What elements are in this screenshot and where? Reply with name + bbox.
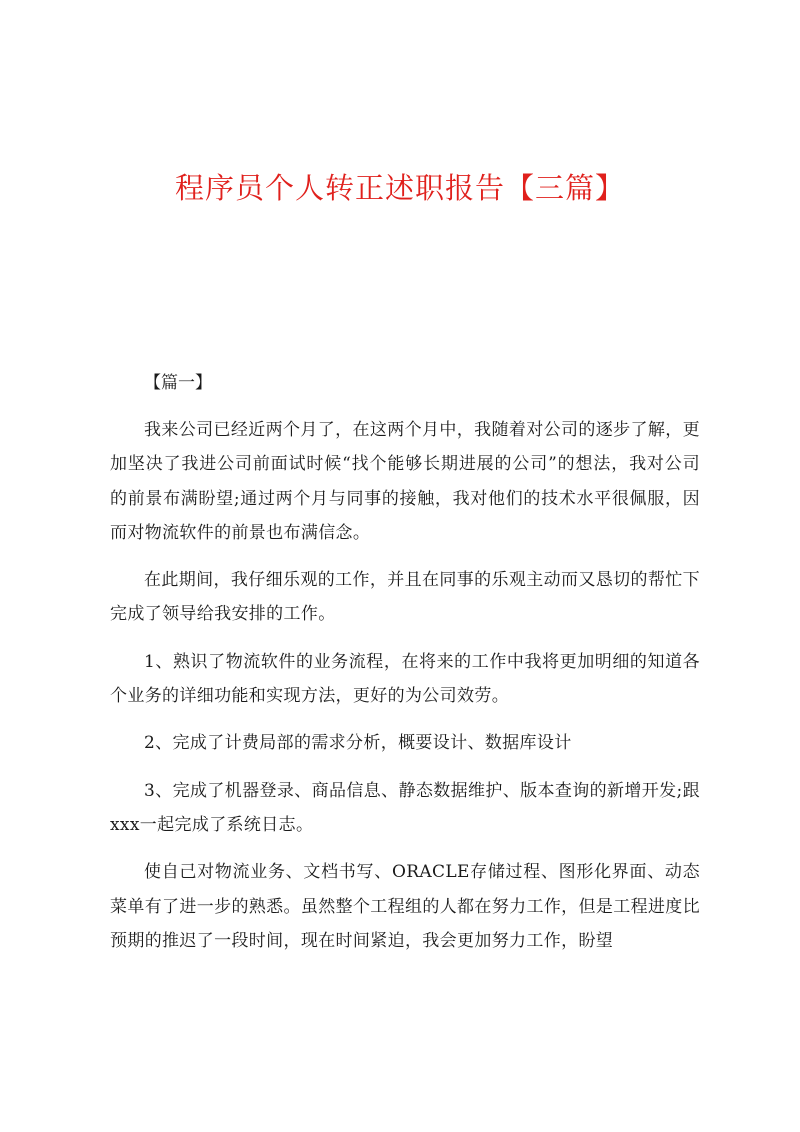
paragraph: 在此期间，我仔细乐观的工作，并且在同事的乐观主动而又恳切的帮忙下完成了领导给我安排的工作。	[110, 570, 700, 625]
paragraph: 我来公司已经近两个月了，在这两个月中，我随着对公司的逐步了解，更加坚决了我进公司前面试时候“找个能够长期进展的公司”的想法，我对公司的前景布满盼望;通过两个月与同事的接触，我对他们的技术水平很佩服，因而对物流软件的前景也布满信念。	[110, 420, 700, 543]
list-item: 3、完成了机器登录、商品信息、静态数据维护、版本查询的新增开发;跟xxx一起完成了系统日志。	[110, 780, 700, 835]
paragraph: 使自己对物流业务、文档书写、ORACLE存储过程、图形化界面、动态菜单有了进一步的熟悉。虽然整个工程组的人都在努力工作，但是工程进度比预期的推迟了一段时间，现在时间紧迫，我会更加努力工作，盼望	[110, 862, 700, 951]
list-item: 1、熟识了物流软件的业务流程，在将来的工作中我将更加明细的知道各个业务的详细功能和实现方法，更好的为公司效劳。	[110, 651, 700, 707]
document-body	[110, 366, 700, 958]
document-title: 程序员个人转正述职报告【三篇】	[174, 171, 625, 205]
section-heading: 【篇一】	[144, 373, 212, 393]
list-item: 2、完成了计费局部的需求分析，概要设计、数据库设计	[144, 733, 572, 754]
